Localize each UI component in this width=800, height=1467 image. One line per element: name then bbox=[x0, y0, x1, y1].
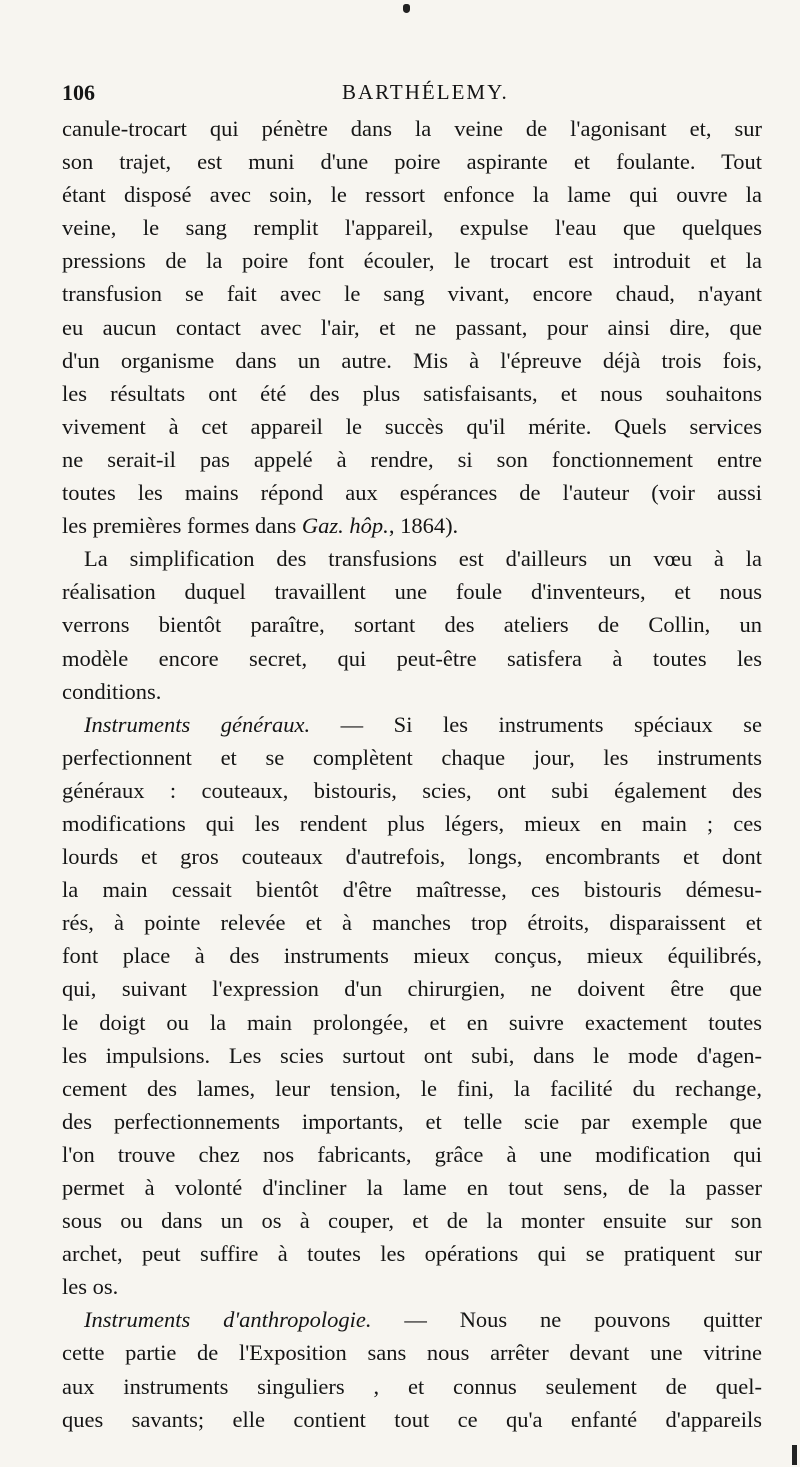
text-line: eu aucun contact avec l'air, et ne passant, pour ainsi dire, que bbox=[62, 314, 762, 340]
italic-heading: Instruments d'anthropologie. bbox=[84, 1307, 372, 1333]
text-line: lourds et gros couteaux d'autrefois, longs, encombrants et dont bbox=[62, 844, 762, 870]
text-line: réalisation duquel travaillent une foule d'inventeurs, et nous bbox=[62, 579, 762, 605]
text-run: les premières formes dans bbox=[62, 513, 302, 539]
text-line: modifications qui les rendent plus légers, mieux en main ; ces bbox=[62, 810, 762, 836]
text-line bbox=[62, 509, 762, 542]
text-line: sous ou dans un os à couper, et de la monter ensuite sur son bbox=[62, 1208, 762, 1234]
italic-heading: Gaz. hôp. bbox=[301, 513, 389, 539]
text-line: toutes les mains répond aux espérances de l'auteur (voir aussi bbox=[62, 480, 762, 506]
text-line: qui, suivant l'expression d'un chirurgien, ne doivent être que bbox=[62, 976, 762, 1002]
text-line: d'un organisme dans un autre. Mis à l'épreuve déjà trois fois, bbox=[62, 347, 762, 373]
text-line: veine, le sang remplit l'appareil, expulse l'eau que quelques bbox=[62, 215, 762, 241]
text-line: la main cessait bientôt d'être maîtresse, ces bistouris démesu- bbox=[62, 877, 762, 903]
text-line: archet, peut suffire à toutes les opérations qui se pratiquent sur bbox=[62, 1241, 762, 1267]
body-text bbox=[62, 112, 762, 1436]
text-line: permet à volonté d'incliner la lame en tout sens, de la passer bbox=[62, 1175, 762, 1200]
text-line: les impulsions. Les scies surtout ont subi, dans le mode d'agen- bbox=[62, 1042, 762, 1068]
text-line: les résultats ont été des plus satisfaisants, et nous souhaitons bbox=[62, 380, 762, 406]
ink-mark bbox=[403, 4, 410, 13]
text-line: les os. bbox=[62, 1274, 119, 1300]
page-header bbox=[62, 80, 762, 106]
text-run: , 1864). bbox=[388, 513, 459, 539]
text-line: son trajet, est muni d'une poire aspirante et foulante. Tout bbox=[62, 149, 762, 175]
text-line: La simplification des transfusions est d'ailleurs un vœu à la bbox=[84, 546, 762, 572]
text-line: rés, à pointe relevée et à manches trop étroits, disparaissent et bbox=[62, 910, 762, 936]
text-line: canule-trocart qui pénètre dans la veine de l'agonisant et, sur bbox=[62, 116, 762, 141]
text-line: des perfectionnements importants, et telle scie par exemple que bbox=[62, 1108, 762, 1134]
text-line bbox=[62, 708, 762, 741]
page-number: 106 bbox=[62, 80, 95, 105]
text-line: transfusion se fait avec le sang vivant, encore chaud, n'ayant bbox=[62, 281, 762, 307]
text-line: perfectionnent et se complètent chaque jour, les instruments bbox=[62, 744, 762, 770]
text-line: étant disposé avec soin, le ressort enfonce la lame qui ouvre la bbox=[62, 182, 762, 208]
text-line: cette partie de l'Exposition sans nous arrêter devant une vitrine bbox=[62, 1340, 762, 1366]
running-head: BARTHÉLEMY. bbox=[342, 80, 509, 104]
text-line: verrons bientôt paraître, sortant des ateliers de Collin, un bbox=[62, 612, 762, 638]
text-line: conditions. bbox=[62, 678, 162, 704]
text-line: pressions de la poire font écouler, le trocart est introduit et la bbox=[62, 248, 762, 274]
edge-mark bbox=[792, 1445, 797, 1465]
text-line: ques savants; elle contient tout ce qu'a enfanté d'appareils bbox=[62, 1406, 762, 1432]
text-line: font place à des instruments mieux conçus, mieux équilibrés, bbox=[62, 943, 762, 969]
text-line: ne serait-il pas appelé à rendre, si son fonctionnement entre bbox=[62, 446, 762, 472]
text-line: vivement à cet appareil le succès qu'il mérite. Quels services bbox=[62, 413, 762, 439]
text-line: généraux : couteaux, bistouris, scies, ont subi également des bbox=[62, 777, 762, 803]
text-line: l'on trouve chez nos fabricants, grâce à une modification qui bbox=[62, 1141, 762, 1167]
text-run: — Si les instruments spéciaux se bbox=[310, 711, 763, 737]
text-line: cement des lames, leur tension, le fini, la facilité du rechange, bbox=[62, 1075, 762, 1101]
italic-heading: Instruments généraux. bbox=[84, 711, 311, 737]
text-line: le doigt ou la main prolongée, et en suivre exactement toutes bbox=[62, 1009, 762, 1035]
text-line: modèle encore secret, qui peut-être satisfera à toutes les bbox=[62, 645, 762, 671]
text-line bbox=[62, 1303, 762, 1336]
text-run: — Nous ne pouvons quitter bbox=[371, 1307, 762, 1333]
text-line: aux instruments singuliers , et connus seulement de quel- bbox=[62, 1373, 762, 1399]
